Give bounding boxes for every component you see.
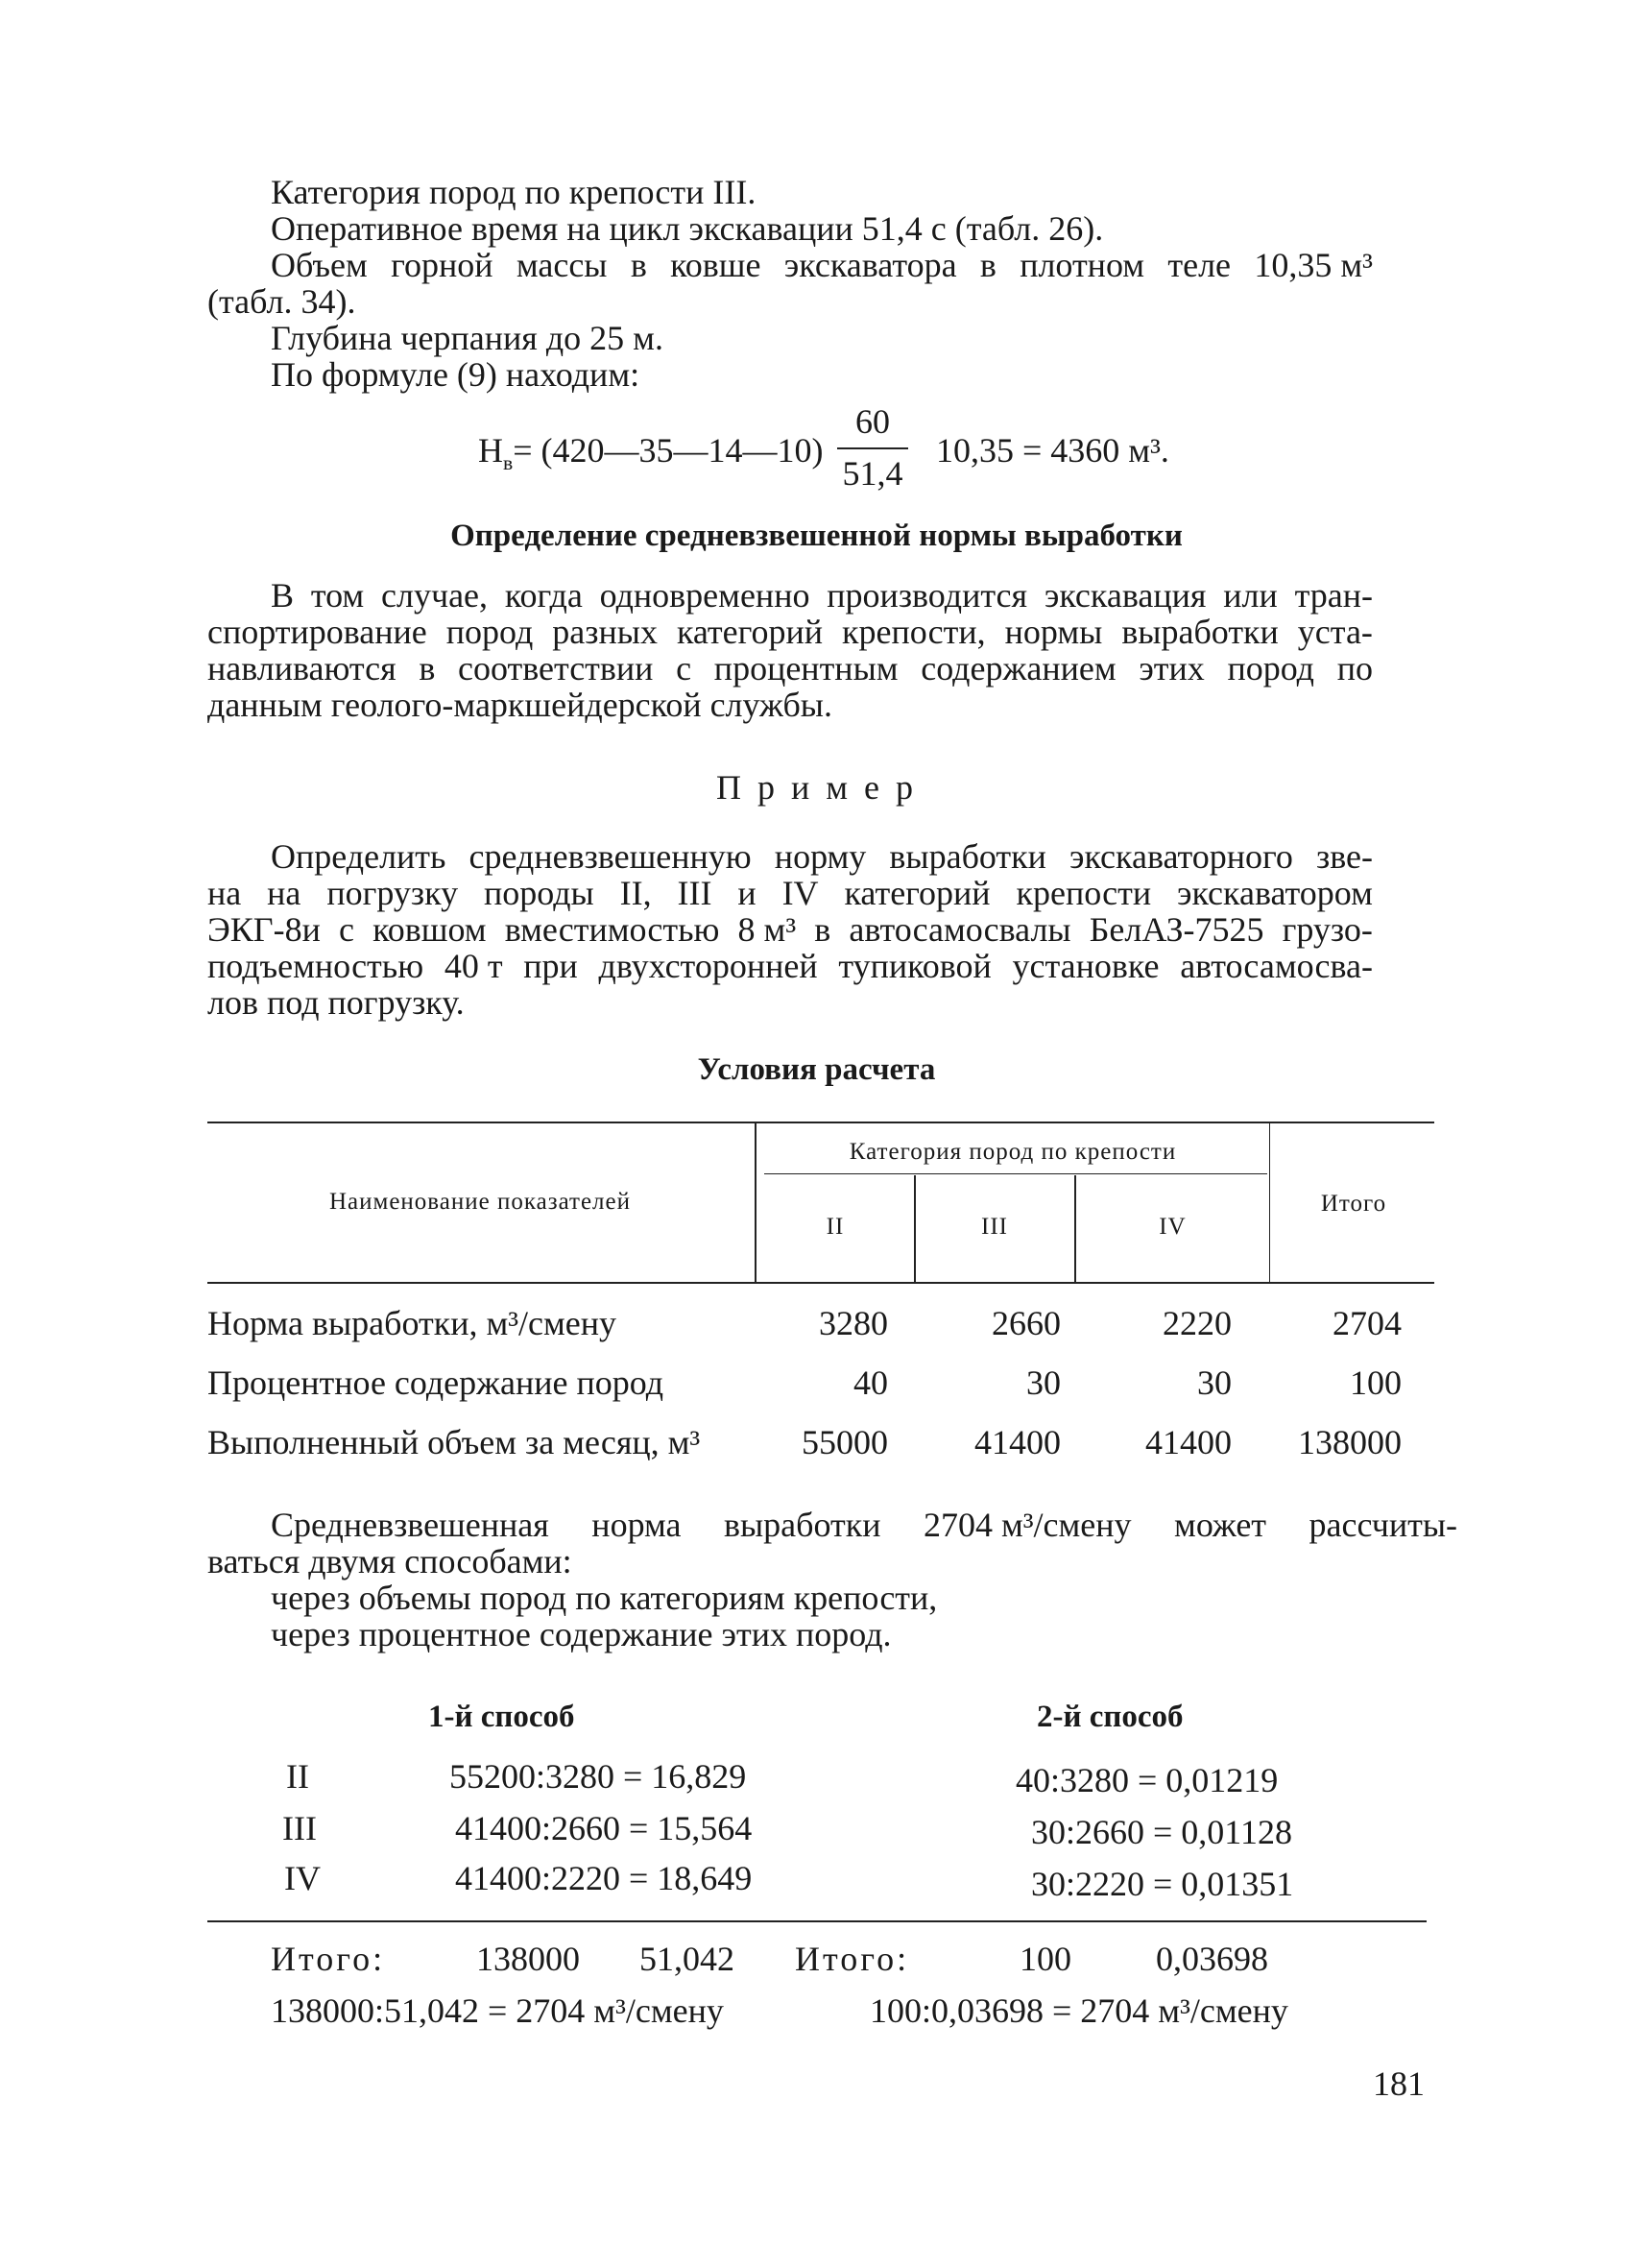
word: ковшом <box>372 910 487 949</box>
table-row-label: Процентное содержание пород <box>207 1363 664 1402</box>
method1-result: 138000:51,042 = 2704 м³/смену <box>271 1991 724 2030</box>
word: выработки <box>724 1506 881 1544</box>
paragraph2-line-5: лов под погрузку. <box>207 983 465 1022</box>
word: 2704 м³/смену <box>923 1506 1132 1544</box>
table-header-name: Наименование показателей <box>328 1189 632 1215</box>
word: экскавация <box>1044 576 1207 615</box>
conditions-heading: Условия расчета <box>697 1052 936 1087</box>
table-vertical-rule-3 <box>1074 1175 1076 1282</box>
word: с <box>676 649 692 688</box>
method2-title: 2-й способ <box>1037 1700 1184 1734</box>
paragraph3-line-4: через процентное содержание этих пород. <box>271 1615 892 1653</box>
table-cell: 2220 <box>1163 1304 1232 1342</box>
word: на <box>207 874 242 912</box>
word: рассчиты- <box>1309 1506 1457 1544</box>
method-category: IV <box>284 1859 321 1897</box>
word: тран- <box>1294 576 1373 615</box>
table-vertical-rule-2 <box>914 1175 916 1282</box>
word: при <box>523 947 578 985</box>
word: Объем <box>271 246 368 284</box>
paragraph2-line-1 <box>271 837 1373 876</box>
word: содержанием <box>921 649 1117 688</box>
word: 8 м³ <box>737 910 797 949</box>
word: производится <box>827 576 1028 615</box>
word: плотном <box>1020 246 1145 284</box>
table-cell: 3280 <box>819 1304 888 1342</box>
section-heading: Определение средневзвешенной нормы выработки <box>450 519 1183 553</box>
method1-calc: 41400:2660 = 15,564 <box>455 1809 753 1847</box>
table-top-rule <box>207 1122 1434 1123</box>
paragraph3-line-2: ваться двумя способами: <box>207 1542 572 1580</box>
word: случае, <box>381 576 489 615</box>
intro-line-5: Глубина черпания до 25 м. <box>271 319 663 357</box>
word: по <box>1336 649 1373 688</box>
word: пород <box>1227 649 1314 688</box>
fraction-bar <box>837 447 908 449</box>
table-header-col-ii: II <box>826 1214 845 1240</box>
table-row-label: Норма выработки, м³/смену <box>207 1304 617 1342</box>
word: подъемностью <box>207 947 424 985</box>
paragraph2-line-2 <box>207 874 1373 912</box>
word: процентным <box>713 649 899 688</box>
table-header-group: Категория пород по крепости <box>849 1139 1177 1165</box>
word: или <box>1223 576 1278 615</box>
word: крепости <box>1016 874 1152 912</box>
formula-numerator: 60 <box>855 402 890 441</box>
word: Определить <box>271 837 446 876</box>
table-cell: 2704 <box>1333 1304 1402 1342</box>
word: IV <box>781 874 819 912</box>
word: Средневзвешенная <box>271 1506 549 1544</box>
table-header-total: Итого <box>1320 1191 1387 1217</box>
method2-calc: 30:2220 = 0,01351 <box>1031 1865 1294 1903</box>
word: экскаваторного <box>1069 837 1293 876</box>
word: зве- <box>1316 837 1373 876</box>
intro-line-1: Категория пород по крепости III. <box>271 173 756 211</box>
word: 40 т <box>444 947 503 985</box>
table-vertical-rule-1 <box>755 1123 756 1282</box>
method1-total-value: 51,042 <box>639 1940 734 1978</box>
method2-total-label: Итого: <box>795 1940 910 1978</box>
word: экскаватора <box>783 246 957 284</box>
word: с <box>338 910 354 949</box>
example-heading: П р и м е р <box>715 768 918 807</box>
word: 10,35 м³ <box>1254 246 1373 284</box>
word: ЭКГ-8и <box>207 910 321 949</box>
formula-denominator: 51,4 <box>842 454 903 493</box>
word: автосамосвалы <box>849 910 1071 949</box>
table-cell: 41400 <box>974 1423 1061 1461</box>
method1-total-sum: 138000 <box>476 1940 580 1978</box>
word: III <box>677 874 712 912</box>
word: на <box>267 874 301 912</box>
paragraph3-line-1 <box>271 1506 1457 1544</box>
word: в <box>419 649 436 688</box>
word: в <box>979 246 997 284</box>
intro-line-6: По формуле (9) находим: <box>271 355 640 394</box>
word: спортирование <box>207 613 427 651</box>
word: соответствии <box>458 649 654 688</box>
word: II, <box>619 874 652 912</box>
word: этих <box>1139 649 1205 688</box>
table-cell: 40 <box>853 1363 888 1402</box>
word: В <box>271 576 295 615</box>
paragraph2-line-4 <box>207 947 1373 985</box>
word: нормы <box>1004 613 1103 651</box>
word: установке <box>1012 947 1160 985</box>
word: категорий <box>844 874 991 912</box>
word: массы <box>516 246 608 284</box>
word: в <box>814 910 831 949</box>
table-cell: 30 <box>1197 1363 1232 1402</box>
table-header-col-iii: III <box>981 1214 1008 1240</box>
word: когда <box>504 576 583 615</box>
method1-calc: 55200:3280 = 16,829 <box>449 1757 747 1796</box>
table-cell: 100 <box>1350 1363 1402 1402</box>
intro-line-4: (табл. 34). <box>207 282 356 321</box>
word: пород <box>445 613 534 651</box>
paragraph1-line-4: данным геолого-маркшейдерской службы. <box>207 686 832 724</box>
intro-line-2: Оперативное время на цикл экскавации 51,4 с (табл. 26). <box>271 209 1104 248</box>
word: и <box>737 874 756 912</box>
paragraph1-line-2 <box>207 613 1373 651</box>
method2-calc: 30:2660 = 0,01128 <box>1031 1813 1292 1851</box>
word: том <box>310 576 365 615</box>
word: категорий <box>676 613 824 651</box>
word: норма <box>591 1506 682 1544</box>
formula-rhs: 10,35 = 4360 м³. <box>936 431 1169 470</box>
method2-result: 100:0,03698 = 2704 м³/смену <box>870 1991 1288 2030</box>
table-header-col-iv: IV <box>1159 1214 1187 1240</box>
word: разных <box>552 613 658 651</box>
word: горной <box>391 246 493 284</box>
method-category: II <box>286 1757 309 1796</box>
table-group-rule <box>764 1173 1267 1174</box>
word: погрузку <box>326 874 459 912</box>
word: навливаются <box>207 649 396 688</box>
word: может <box>1174 1506 1267 1544</box>
word: норму <box>774 837 867 876</box>
word: автосамосва- <box>1180 947 1373 985</box>
method2-total-sum: 100 <box>1020 1940 1071 1978</box>
method1-title: 1-й способ <box>428 1700 575 1734</box>
table-cell: 41400 <box>1145 1423 1232 1461</box>
table-vertical-rule-4 <box>1269 1123 1270 1282</box>
word: крепости, <box>842 613 986 651</box>
method2-calc: 40:3280 = 0,01219 <box>1016 1761 1279 1799</box>
table-cell: 55000 <box>802 1423 888 1461</box>
word: уста- <box>1297 613 1373 651</box>
paragraph1-line-3 <box>207 649 1373 688</box>
table-cell: 30 <box>1026 1363 1061 1402</box>
table-cell: 2660 <box>992 1304 1061 1342</box>
paragraph2-line-3 <box>207 910 1373 949</box>
word: вместимостью <box>504 910 720 949</box>
page-number: 181 <box>1373 2064 1425 2103</box>
paragraph1-line-1 <box>271 576 1373 615</box>
word: двухсторонней <box>598 947 818 985</box>
methods-total-rule <box>207 1920 1427 1922</box>
word: грузо- <box>1282 910 1373 949</box>
method-category: III <box>282 1809 317 1847</box>
word: теле <box>1167 246 1232 284</box>
word: средневзвешенную <box>468 837 752 876</box>
formula-lhs: $Н_в=$ (420—35—14—10) <box>478 431 824 475</box>
word: экскаватором <box>1177 874 1373 912</box>
intro-line-3 <box>271 246 1373 284</box>
word: БелАЗ-7525 <box>1089 910 1264 949</box>
word: ковше <box>670 246 761 284</box>
word: выработки <box>1121 613 1279 651</box>
word: выработки <box>889 837 1046 876</box>
table-row-label: Выполненный объем за месяц, м³ <box>207 1423 701 1461</box>
table-header-bottom-rule <box>207 1282 1434 1284</box>
word: тупиковой <box>838 947 992 985</box>
method1-total-label: Итого: <box>271 1940 386 1978</box>
method2-total-value: 0,03698 <box>1156 1940 1268 1978</box>
paragraph3-line-3: через объемы пород по категориям крепости, <box>271 1579 938 1617</box>
word: одновременно <box>599 576 810 615</box>
word: породы <box>483 874 594 912</box>
word: в <box>630 246 647 284</box>
method1-calc: 41400:2220 = 18,649 <box>455 1859 753 1897</box>
table-cell: 138000 <box>1298 1423 1402 1461</box>
